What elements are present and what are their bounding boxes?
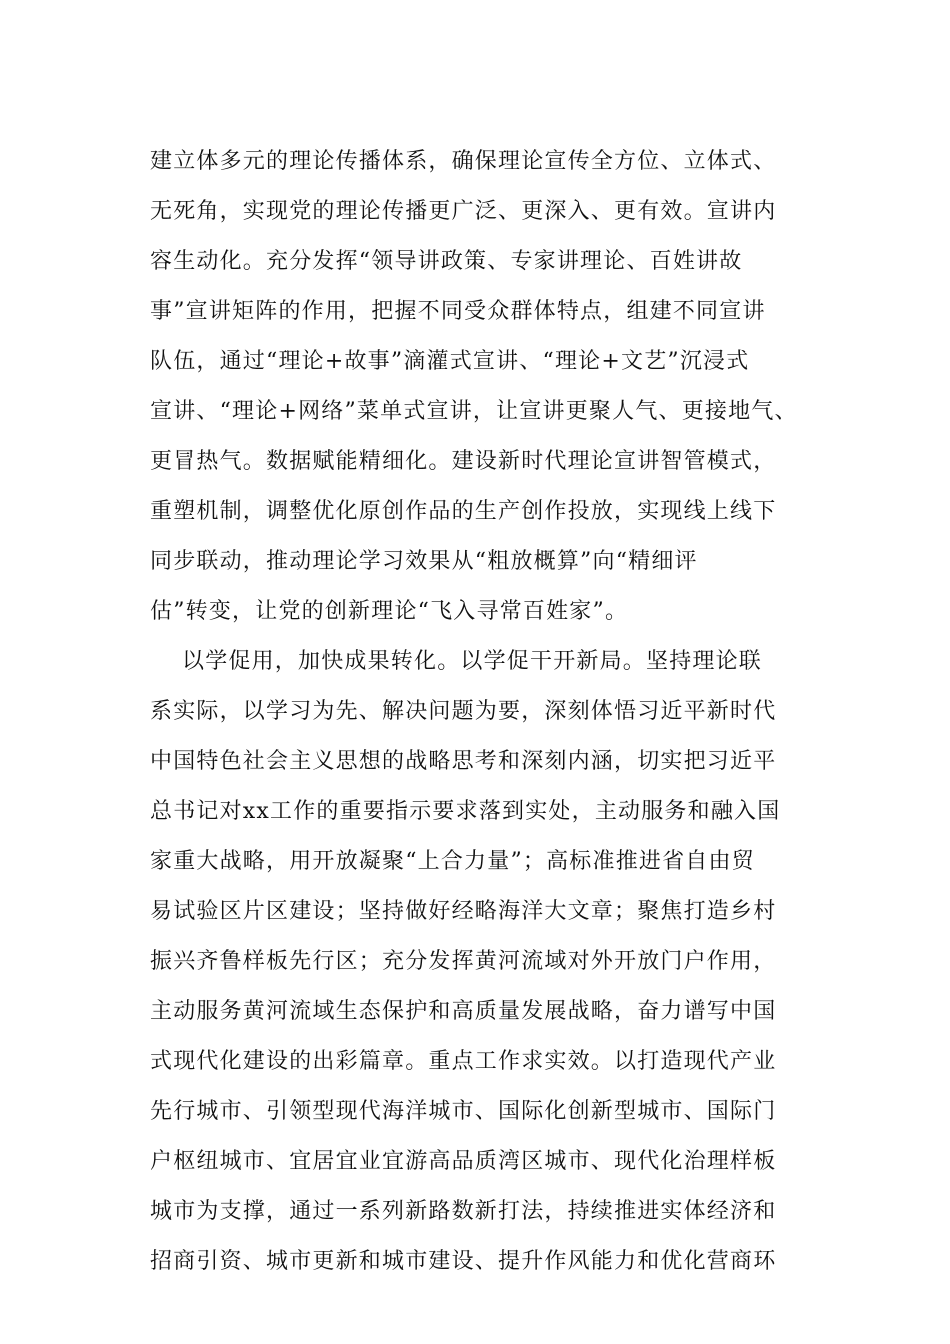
text-line: 主动服务黄河流域生态保护和高质量发展战略，奋力谱写中国 xyxy=(150,999,777,1024)
text-line: 重塑机制，调整优化原创作品的生产创作投放，实现线上线下 xyxy=(150,499,777,524)
text-line: 户枢纽城市、宜居宜业宜游高品质湾区城市、现代化治理样板 xyxy=(150,1149,777,1174)
text-line: 振兴齐鲁样板先行区；充分发挥黄河流域对外开放门户作用， xyxy=(150,949,777,974)
text-line: 易试验区片区建设；坚持做好经略海洋大文章；聚焦打造乡村 xyxy=(150,899,777,924)
text-line: 式现代化建设的出彩篇章。重点工作求实效。以打造现代产业 xyxy=(150,1049,777,1074)
body-text xyxy=(150,137,850,1287)
text-line: 更冒热气。数据赋能精细化。建设新时代理论宣讲智管模式， xyxy=(150,449,777,474)
text-line: 城市为支撑，通过一系列新路数新打法，持续推进实体经济和 xyxy=(150,1199,777,1224)
paragraph-start-line: 以学促用，加快成果转化。以学促干开新局。坚持理论联 xyxy=(182,649,763,674)
text-line: 事”宣讲矩阵的作用，把握不同受众群体特点，组建不同宣讲 xyxy=(150,299,766,324)
text-line: 系实际，以学习为先、解决问题为要，深刻体悟习近平新时代 xyxy=(150,699,777,724)
text-line: 宣讲、“理论+网络”菜单式宣讲，让宣讲更聚人气、更接地气、 xyxy=(150,399,798,424)
text-line: 队伍，通过“理论+故事”滴灌式宣讲、“理论+文艺”沉浸式 xyxy=(150,349,750,374)
text-line: 先行城市、引领型现代海洋城市、国际化创新型城市、国际门 xyxy=(150,1099,777,1124)
text-line: 招商引资、城市更新和城市建设、提升作风能力和优化营商环 xyxy=(150,1249,777,1274)
text-line: 无死角，实现党的理论传播更广泛、更深入、更有效。宣讲内 xyxy=(150,199,777,224)
text-line: 建立体多元的理论传播体系，确保理论宣传全方位、立体式、 xyxy=(150,149,777,174)
text-line: 中国特色社会主义思想的战略思考和深刻内涵，切实把习近平 xyxy=(150,749,777,774)
text-line: 同步联动，推动理论学习效果从“粗放概算”向“精细评 xyxy=(150,549,698,574)
text-line: 容生动化。充分发挥“领导讲政策、专家讲理论、百姓讲故 xyxy=(150,249,743,274)
text-line: 估”转变，让党的创新理论“飞入寻常百姓家”。 xyxy=(150,599,629,624)
text-line: 家重大战略，用开放凝聚“上合力量”；高标准推进省自由贸 xyxy=(150,849,755,874)
text-line: 总书记对xx工作的重要指示要求落到实处，主动服务和融入国 xyxy=(150,799,781,824)
